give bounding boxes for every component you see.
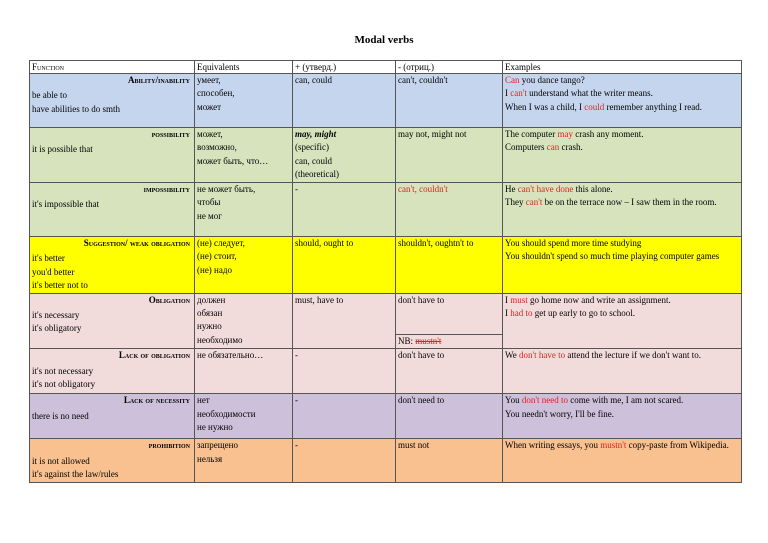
examples-cell <box>503 439 742 482</box>
equivalent-line: не нужно <box>197 422 233 433</box>
table-row <box>30 183 742 237</box>
example-text: go home now and write an assignment. <box>527 294 671 305</box>
function-name: Obligation <box>148 294 190 305</box>
equivalent-line: может <box>197 101 221 112</box>
example-text: You shouldn't spend so much time playing computer games <box>505 251 720 262</box>
function-cell <box>30 293 195 349</box>
positive-cell <box>293 439 396 482</box>
header-row <box>30 61 742 74</box>
function-name: Lack of obligation <box>118 350 190 361</box>
example-text: I <box>505 88 511 99</box>
equivalents-cell <box>195 293 293 349</box>
positive-line: - <box>295 395 298 406</box>
modal-highlight: don't have to <box>519 350 566 361</box>
positive-emphasis: may, might <box>295 129 337 139</box>
modal-highlight: can't <box>525 197 543 208</box>
positive-cell <box>293 74 396 128</box>
function-descriptions <box>32 455 192 482</box>
example-sentence <box>505 141 739 154</box>
equivalents-cell <box>195 128 293 183</box>
function-descriptions <box>32 309 192 336</box>
example-text: come with me, I am not scared. <box>567 395 684 406</box>
example-sentence <box>505 128 739 141</box>
modal-highlight: Can <box>505 75 520 85</box>
equivalent-line: способен, <box>197 88 235 99</box>
equivalent-line: возможно, <box>197 142 237 153</box>
example-sentence <box>505 250 739 263</box>
function-cell <box>30 237 195 294</box>
example-text: When I was a child, I <box>505 101 585 112</box>
example-text: The computer <box>505 129 558 139</box>
example-sentence <box>505 101 739 114</box>
equivalent-line: запрещено <box>197 440 238 451</box>
negative-cell <box>396 394 503 439</box>
function-name: Lack of necessity <box>123 395 190 406</box>
example-text: be on the terrace now – I saw them in the room. <box>542 197 717 208</box>
modal-highlight: can <box>546 142 560 153</box>
function-name: prohibition <box>148 440 190 451</box>
negative-line: can't, couldn't <box>398 75 448 85</box>
equivalent-line: чтобы <box>197 197 221 208</box>
negative-line: don't need to <box>398 395 445 406</box>
example-text: They <box>505 197 526 208</box>
example-sentence <box>505 237 739 250</box>
function-description: have abilities to do smth <box>32 103 120 114</box>
negative-cell <box>396 349 503 394</box>
equivalents-cell <box>195 183 293 237</box>
negative-line: may not, might not <box>398 129 467 139</box>
negative-cell <box>396 128 503 183</box>
positive-line: (specific) <box>295 142 329 153</box>
examples-cell <box>503 394 742 439</box>
example-text: Computers <box>505 142 547 153</box>
equivalent-line: может быть, что… <box>197 155 269 166</box>
negative-cell <box>396 439 503 482</box>
example-text: get up early to go to school. <box>532 308 635 319</box>
example-text: You needn't worry, I'll be fine. <box>505 408 614 419</box>
function-description: it's not obligatory <box>32 379 96 390</box>
function-descriptions <box>32 410 192 423</box>
table-row <box>30 394 742 439</box>
example-text: He <box>505 184 518 194</box>
negative-line: don't have to <box>398 294 445 305</box>
header-function: Function <box>30 61 195 74</box>
negative-cell <box>396 74 503 128</box>
example-text: You <box>505 395 522 406</box>
equivalents-cell <box>195 394 293 439</box>
positive-line: (theoretical) <box>295 169 339 180</box>
equivalent-line: не обязательно… <box>197 350 264 361</box>
function-description: it's impossible that <box>32 199 100 210</box>
equivalents-cell <box>195 237 293 294</box>
nb-strike: mustn't <box>415 336 442 347</box>
positive-line: - <box>295 440 298 451</box>
nb-label: NB: <box>398 336 416 347</box>
header-examples: Examples <box>503 61 742 74</box>
equivalent-line: (не) надо <box>197 264 232 275</box>
equivalent-line: нельзя <box>197 453 223 464</box>
example-text: When writing essays, you <box>505 440 601 451</box>
function-description: it is not allowed <box>32 455 90 466</box>
function-description: you'd better <box>32 266 75 277</box>
function-name: possibility <box>151 129 190 139</box>
equivalent-line: (не) стоит, <box>197 251 237 262</box>
header-equivalents: Equivalents <box>195 61 293 74</box>
function-descriptions <box>32 198 192 211</box>
example-sentence <box>505 307 739 320</box>
example-sentence <box>505 183 739 196</box>
equivalent-line: необходимости <box>197 408 256 419</box>
positive-cell <box>293 237 396 294</box>
positive-line: should, ought to <box>295 238 354 248</box>
positive-cell <box>293 183 396 237</box>
positive-line: must, have to <box>295 294 344 305</box>
negative-cell <box>396 183 503 237</box>
example-sentence <box>505 87 739 100</box>
nb-note <box>396 334 502 348</box>
example-text: You should spend more time studying <box>505 238 642 248</box>
positive-line: - <box>295 184 298 194</box>
function-cell <box>30 183 195 237</box>
equivalent-line: обязан <box>197 308 223 319</box>
equivalents-cell <box>195 74 293 128</box>
function-descriptions <box>32 252 192 292</box>
modal-highlight: don't need to <box>521 395 568 406</box>
examples-cell <box>503 74 742 128</box>
function-description: it's obligatory <box>32 323 82 334</box>
example-text: understand what the writer means. <box>526 88 653 99</box>
equivalent-line: не может быть, <box>197 184 256 194</box>
example-text: crash any moment. <box>572 129 644 139</box>
examples-cell <box>503 237 742 294</box>
modal-highlight: must <box>510 294 528 305</box>
modal-highlight: could <box>584 101 605 112</box>
example-text: copy-paste from Wikipedia. <box>626 440 729 451</box>
positive-cell <box>293 128 396 183</box>
modal-highlight: can't <box>510 88 527 99</box>
function-name: impossibility <box>143 184 190 194</box>
equivalent-line: нет <box>197 395 210 406</box>
example-text: I <box>505 294 511 305</box>
equivalents-cell <box>195 439 293 482</box>
function-description: it's better not to <box>32 280 88 291</box>
modal-highlight: mustn't <box>600 440 627 451</box>
examples-cell <box>503 349 742 394</box>
equivalent-line: может, <box>197 129 223 139</box>
example-text: remember anything I read. <box>604 101 702 112</box>
examples-cell <box>503 183 742 237</box>
table-body <box>30 74 742 483</box>
function-cell <box>30 128 195 183</box>
equivalent-line: не мог <box>197 210 222 221</box>
example-sentence <box>505 439 739 452</box>
example-sentence <box>505 394 739 407</box>
function-cell <box>30 394 195 439</box>
equivalent-line: должен <box>197 294 226 305</box>
negative-line: can't, couldn't <box>398 184 448 194</box>
example-text: We <box>505 350 520 361</box>
table-row <box>30 128 742 183</box>
header-negative: - (отриц.) <box>396 61 503 74</box>
positive-line: can, could <box>295 155 332 166</box>
positive-cell <box>293 293 396 349</box>
example-sentence <box>505 294 739 307</box>
example-text: you dance tango? <box>519 75 585 85</box>
negative-line: don't have to <box>398 350 445 361</box>
modal-verbs-table <box>29 60 742 483</box>
examples-cell <box>503 128 742 183</box>
negative-cell <box>396 237 503 294</box>
equivalents-cell <box>195 349 293 394</box>
function-description: be able to <box>32 90 67 101</box>
example-sentence <box>505 196 739 209</box>
positive-line: - <box>295 350 298 361</box>
function-descriptions <box>32 143 192 156</box>
negative-line: must not <box>398 440 430 451</box>
function-cell <box>30 439 195 482</box>
table-row <box>30 293 742 349</box>
example-text: this alone. <box>573 184 613 194</box>
function-description: it's not necessary <box>32 365 94 376</box>
function-description: it's better <box>32 253 65 264</box>
positive-cell <box>293 394 396 439</box>
function-descriptions <box>32 365 192 392</box>
function-name: Suggestion/ weak obligation <box>83 238 190 248</box>
equivalent-line: необходимо <box>197 334 243 345</box>
example-sentence <box>505 349 739 362</box>
function-description: there is no need <box>32 410 89 421</box>
equivalent-line: нужно <box>197 321 222 332</box>
equivalent-line: (не) следует, <box>197 238 245 248</box>
examples-cell <box>503 293 742 349</box>
function-cell <box>30 74 195 128</box>
example-text: crash. <box>559 142 583 153</box>
modal-highlight: had to <box>510 308 533 319</box>
example-sentence <box>505 74 739 87</box>
positive-line: can, could <box>295 75 332 85</box>
function-description: it's against the law/rules <box>32 469 119 480</box>
function-name: Ability/inability <box>127 75 190 85</box>
modal-highlight: can't have done <box>517 184 574 194</box>
table-row <box>30 74 742 128</box>
example-text: I <box>505 308 511 319</box>
function-description: it's necessary <box>32 310 80 321</box>
page-title: Modal verbs <box>354 34 414 46</box>
header-positive: + (утверд.) <box>293 61 396 74</box>
positive-cell <box>293 349 396 394</box>
negative-line: shouldn't, oughtn't to <box>398 238 474 248</box>
table-row <box>30 439 742 482</box>
table-row <box>30 237 742 294</box>
modal-highlight: may <box>557 129 573 139</box>
example-text: attend the lecture if we don't want to. <box>565 350 701 361</box>
function-descriptions <box>32 89 192 116</box>
example-sentence <box>505 408 739 421</box>
negative-cell <box>396 293 503 349</box>
equivalent-line: умеет, <box>197 75 221 85</box>
function-description: it is possible that <box>32 144 93 155</box>
table-row <box>30 349 742 394</box>
function-cell <box>30 349 195 394</box>
